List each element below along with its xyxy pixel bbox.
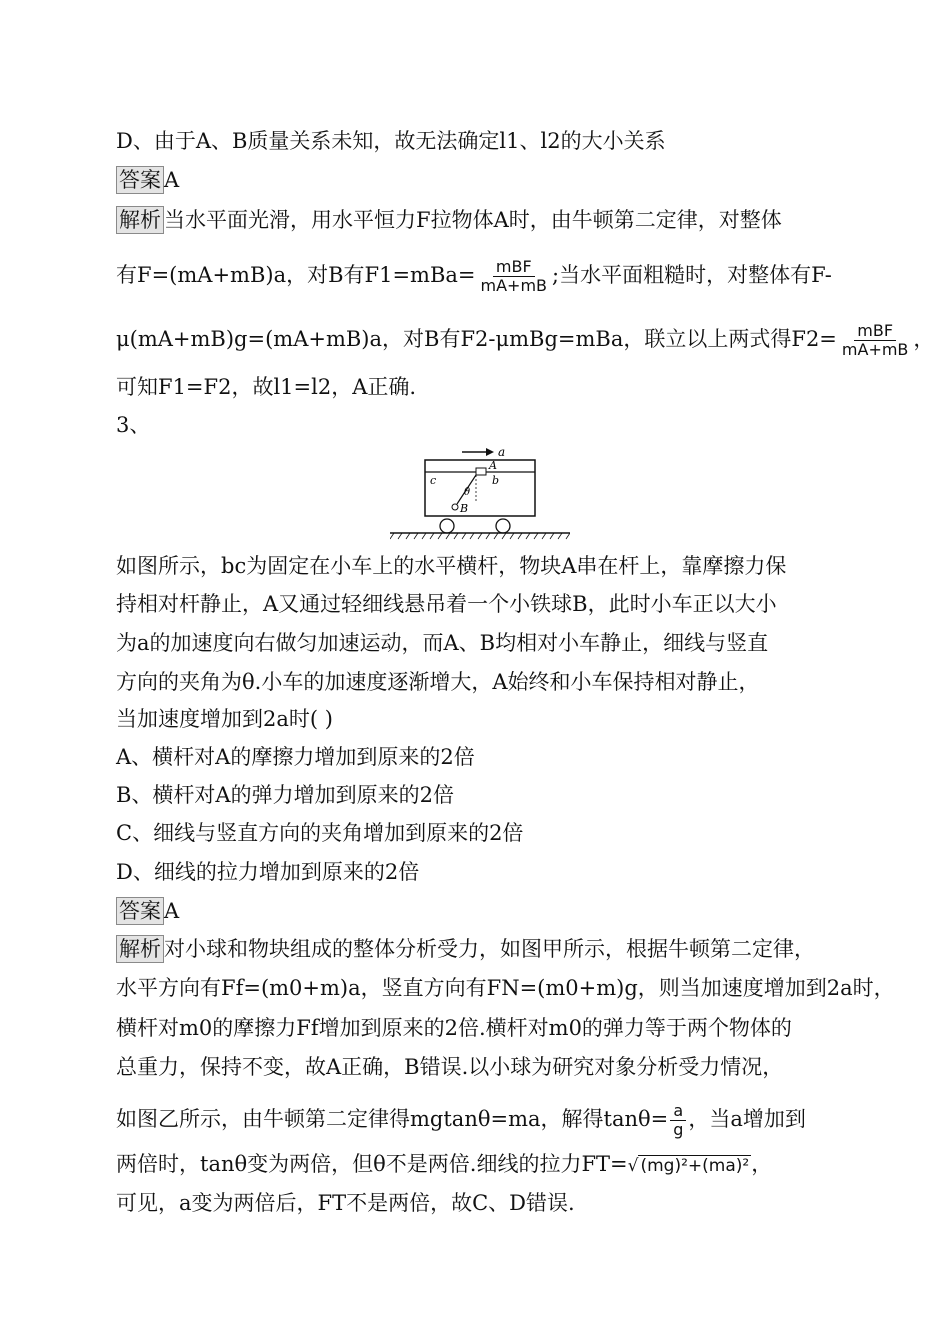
answer-value: A — [164, 168, 180, 192]
ball-b — [452, 504, 458, 510]
label-c: c — [430, 474, 437, 487]
q3-analysis-line-6 — [116, 1149, 772, 1181]
fraction-denominator: g — [673, 1120, 684, 1139]
option-b: B、横杆对A的弹力增加到原来的2倍 — [116, 783, 454, 807]
prev-analysis-line-1 — [116, 205, 782, 235]
analysis-text: 两倍时，tanθ变为两倍，但θ不是两倍.细线的拉力FT= — [116, 1152, 628, 1176]
label-B: B — [460, 502, 469, 515]
analysis-text: 如图乙所示，由牛顿第二定律得mgtanθ=ma，解得tanθ= — [116, 1107, 669, 1131]
answer-tag: 答案 — [116, 897, 164, 925]
arrow-a-icon — [462, 448, 494, 456]
label-A: A — [489, 459, 497, 472]
label-b: b — [492, 474, 500, 487]
stem-line-1: 如图所示，bc为固定在小车上的水平横杆，物块A串在杆上，靠摩擦力保 — [116, 554, 787, 578]
analysis-text: μ(mA+mB)g=(mA+mB)a，对B有F2-μmBg=mBa，联立以上两式得F2= — [116, 327, 837, 351]
q3-analysis-line-3: 横杆对m0的摩擦力Ff增加到原来的2倍.横杆对m0的弹力等于两个物体的 — [116, 1016, 792, 1040]
wheel-right — [496, 519, 510, 533]
analysis-text: ， — [751, 1152, 773, 1176]
fraction-mbf-2 — [839, 322, 912, 359]
q3-analysis-line-2: 水平方向有Ff=(m0+m)a，竖直方向有FN=(m0+m)g，则当加速度增加到2a时， — [116, 976, 895, 1000]
block-a — [476, 468, 486, 475]
q3-analysis-line-5 — [116, 1102, 806, 1139]
option-d: D、细线的拉力增加到原来的2倍 — [116, 860, 420, 884]
ground — [390, 533, 570, 539]
analysis-text: 当水平面光滑，用水平恒力F拉物体A时，由牛顿第二定律，对整体 — [164, 208, 782, 232]
cart-diagram — [390, 440, 570, 540]
fraction-numerator: mBF — [493, 258, 535, 277]
prev-answer-row — [116, 165, 179, 195]
stem-line-5: 当加速度增加到2a时( ) — [116, 707, 333, 731]
label-theta: θ — [464, 487, 471, 498]
fraction-a-over-g — [670, 1102, 686, 1139]
question-number: 3、 — [116, 413, 151, 437]
analysis-tag: 解析 — [116, 935, 164, 963]
label-a: a — [498, 445, 506, 459]
fraction-numerator: a — [670, 1102, 686, 1121]
analysis-text: ;当水平面粗糙时，对整体有F- — [552, 263, 832, 287]
q3-analysis-line-7: 可见，a变为两倍后，FT不是两倍，故C、D错误. — [116, 1191, 575, 1215]
prev-analysis-line-3 — [116, 322, 934, 359]
analysis-text: ，当a增加到 — [688, 1107, 806, 1131]
fraction-denominator: mA+mB — [841, 340, 909, 359]
fraction-denominator: mA+mB — [480, 276, 548, 295]
option-a: A、横杆对A的摩擦力增加到原来的2倍 — [116, 745, 475, 769]
prev-option-d: D、由于A、B质量关系未知，故无法确定l1、l2的大小关系 — [116, 129, 666, 153]
stem-line-3: 为a的加速度向右做匀加速运动，而A、B均相对小车静止，细线与竖直 — [116, 631, 769, 655]
prev-analysis-line-2 — [116, 258, 832, 295]
prev-analysis-line-4: 可知F1=F2，故l1=l2，A正确. — [116, 375, 417, 399]
q3-answer-row — [116, 896, 179, 926]
sqrt-expression: √ (mg)²+(ma)² — [627, 1156, 750, 1176]
analysis-text: ， — [913, 327, 935, 351]
sqrt-radicand: (mg)²+(ma)² — [640, 1156, 750, 1176]
stem-line-4: 方向的夹角为θ.小车的加速度逐渐增大，A始终和小车保持相对静止， — [116, 670, 760, 694]
analysis-text: 有F=(mA+mB)a，对B有F1=mBa= — [116, 263, 476, 287]
analysis-tag: 解析 — [116, 206, 164, 234]
analysis-text: 对小球和物块组成的整体分析受力，如图甲所示，根据牛顿第二定律， — [164, 937, 815, 961]
fraction-mbf — [478, 258, 551, 295]
q3-analysis-line-4: 总重力，保持不变，故A正确，B错误.以小球为研究对象分析受力情况， — [116, 1055, 784, 1079]
option-c: C、细线与竖直方向的夹角增加到原来的2倍 — [116, 821, 524, 845]
answer-value: A — [164, 899, 180, 923]
stem-line-2: 持相对杆静止，A又通过轻细线悬吊着一个小铁球B，此时小车正以大小 — [116, 592, 777, 616]
fraction-numerator: mBF — [854, 322, 896, 341]
wheel-left — [440, 519, 454, 533]
q3-analysis-line-1 — [116, 934, 815, 964]
answer-tag: 答案 — [116, 166, 164, 194]
